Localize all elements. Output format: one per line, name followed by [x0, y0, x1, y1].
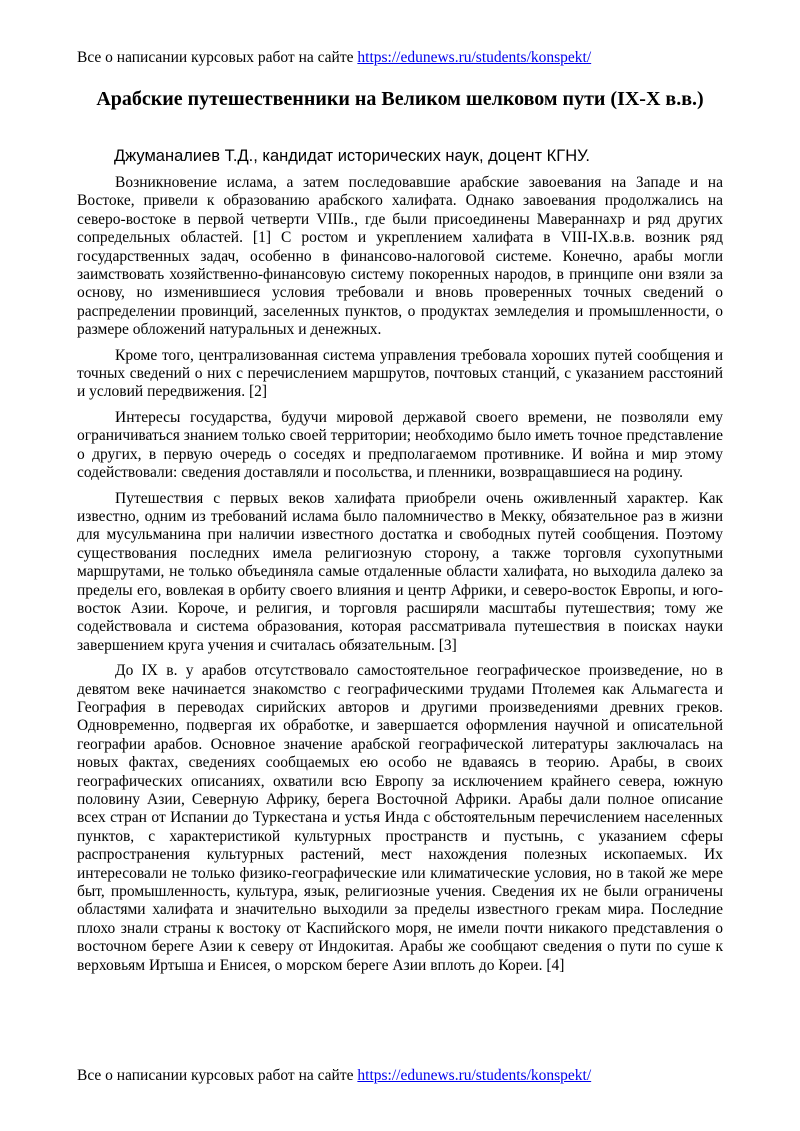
paragraph-5: До IX в. у арабов отсутствовало самостоятельное географическое произведение, но в девятом веке начинается знакомство с географическими трудами Птолемея как Альмагеста и География в переводах сирийских авторов и другими произведениями древних греков. Одновременно, подвергая их обработке, и завершается оформления научной и описательной географии арабов. Основное значение арабской географической литературы заключалась на новых фактах, сведениях сообщаемых ею особо не вдаваясь в теорию. Арабы, в своих географических описаниях, охватили всю Европу за исключением крайнего севера, южную половину Азии, Северную Африку, берега Восточной Африки. Арабы дали полное описание всех стран от Испании до Туркестана и устья Инда с обстоятельным перечислением населенных пунктов, с характеристикой культурных пространств и пустынь, с указанием сферы распространения культурных растений, мест нахождения полезных ископаемых. Их интересовали не только физико-географические или климатические условия, но в такой же мере быт, промышленность, культура, язык, религиозные учения. Сведения их не были ограничены областями халифата и значительно выходили за пределы известного грекам мира. Последние плохо знали страны к востоку от Каспийского моря, не имели почти никакого представления о восточном береге Азии к северу от Индокитая. Арабы же сообщают сведения о пути по суше к верховьям Иртыша и Енисея, о морском береге Азии вплоть до Кореи. [4]	[77, 662, 723, 974]
article-title: Арабские путешественники на Великом шелковом пути (IX-X в.в.)	[96, 88, 704, 110]
paragraph-1: Возникновение ислама, а затем последовавшие арабские завоевания на Западе и на Востоке, привели к образованию арабского халифата. Однако завоевания продолжались на северо-востоке в первой четверти VIIIв., где были присоединены Мавераннахр и ряд других сопредельных областей. [1] С ростом и укреплением халифата в VIII-IX.в.в. возник ряд государственных задач, особенно в финансово-налоговой системе. Конечно, арабы могли заимствовать хозяйственно-финансовую систему покоренных народов, в принципе они взяли за основу, но изменившиеся условия требовали и вновь проверенных точных сведений о распределении провинций, заселенных пунктов, о продуктах земледелия и промышленности, о размере обложений натуральных и денежных.	[77, 174, 723, 339]
footer-prefix-text: Все о написании курсовых работ на сайте	[77, 1067, 358, 1084]
article-body	[77, 174, 723, 982]
article-author: Джуманалиев Т.Д., кандидат исторических наук, доцент КГНУ.	[114, 147, 590, 165]
paragraph-3: Интересы государства, будучи мировой державой своего времени, не позволяли ему ограничиваться знанием только своей территории; необходимо было иметь точное представление о других, в первую очередь о соседях и предполагаемом противнике. И война и мир этому содействовали: сведения доставляли и посольства, и пленники, возвращавшиеся на родину.	[77, 408, 723, 482]
paragraph-2: Кроме того, централизованная система управления требовала хороших путей сообщения и точных сведений о них с перечислением маршрутов, почтовых станций, с указанием расстояний и условий передвижения. [2]	[77, 346, 723, 401]
header-prefix-text: Все о написании курсовых работ на сайте	[77, 49, 358, 66]
paragraph-4: Путешествия с первых веков халифата приобрели очень оживленный характер. Как известно, одним из требований ислама было паломничество в Мекку, обязательное раз в жизни для мусульманина при наличии известного достатка и свободных путей сообщения. Поэтому существования последних имела религиозную сторону, а также торговля сухопутными маршрутами, не только объединяла самые отдаленные области халифата, но выходила далеко за пределы его, вовлекая в орбиту своего влияния и центр Африки, и северо-восток Европы, и юго-восток Азии. Короче, и религия, и торговля расширяли масштабы путешествия; тому же содействовала и система образования, которая рассматривала путешествия в поисках науки завершением круга учения и считалась обязательным. [3]	[77, 489, 723, 654]
document-page	[77, 0, 723, 1131]
header-site-link[interactable]: https://edunews.ru/students/konspekt/	[357, 49, 592, 66]
page-footer	[77, 1066, 591, 1085]
footer-site-link[interactable]: https://edunews.ru/students/konspekt/	[357, 1067, 592, 1084]
page-header	[77, 48, 591, 67]
